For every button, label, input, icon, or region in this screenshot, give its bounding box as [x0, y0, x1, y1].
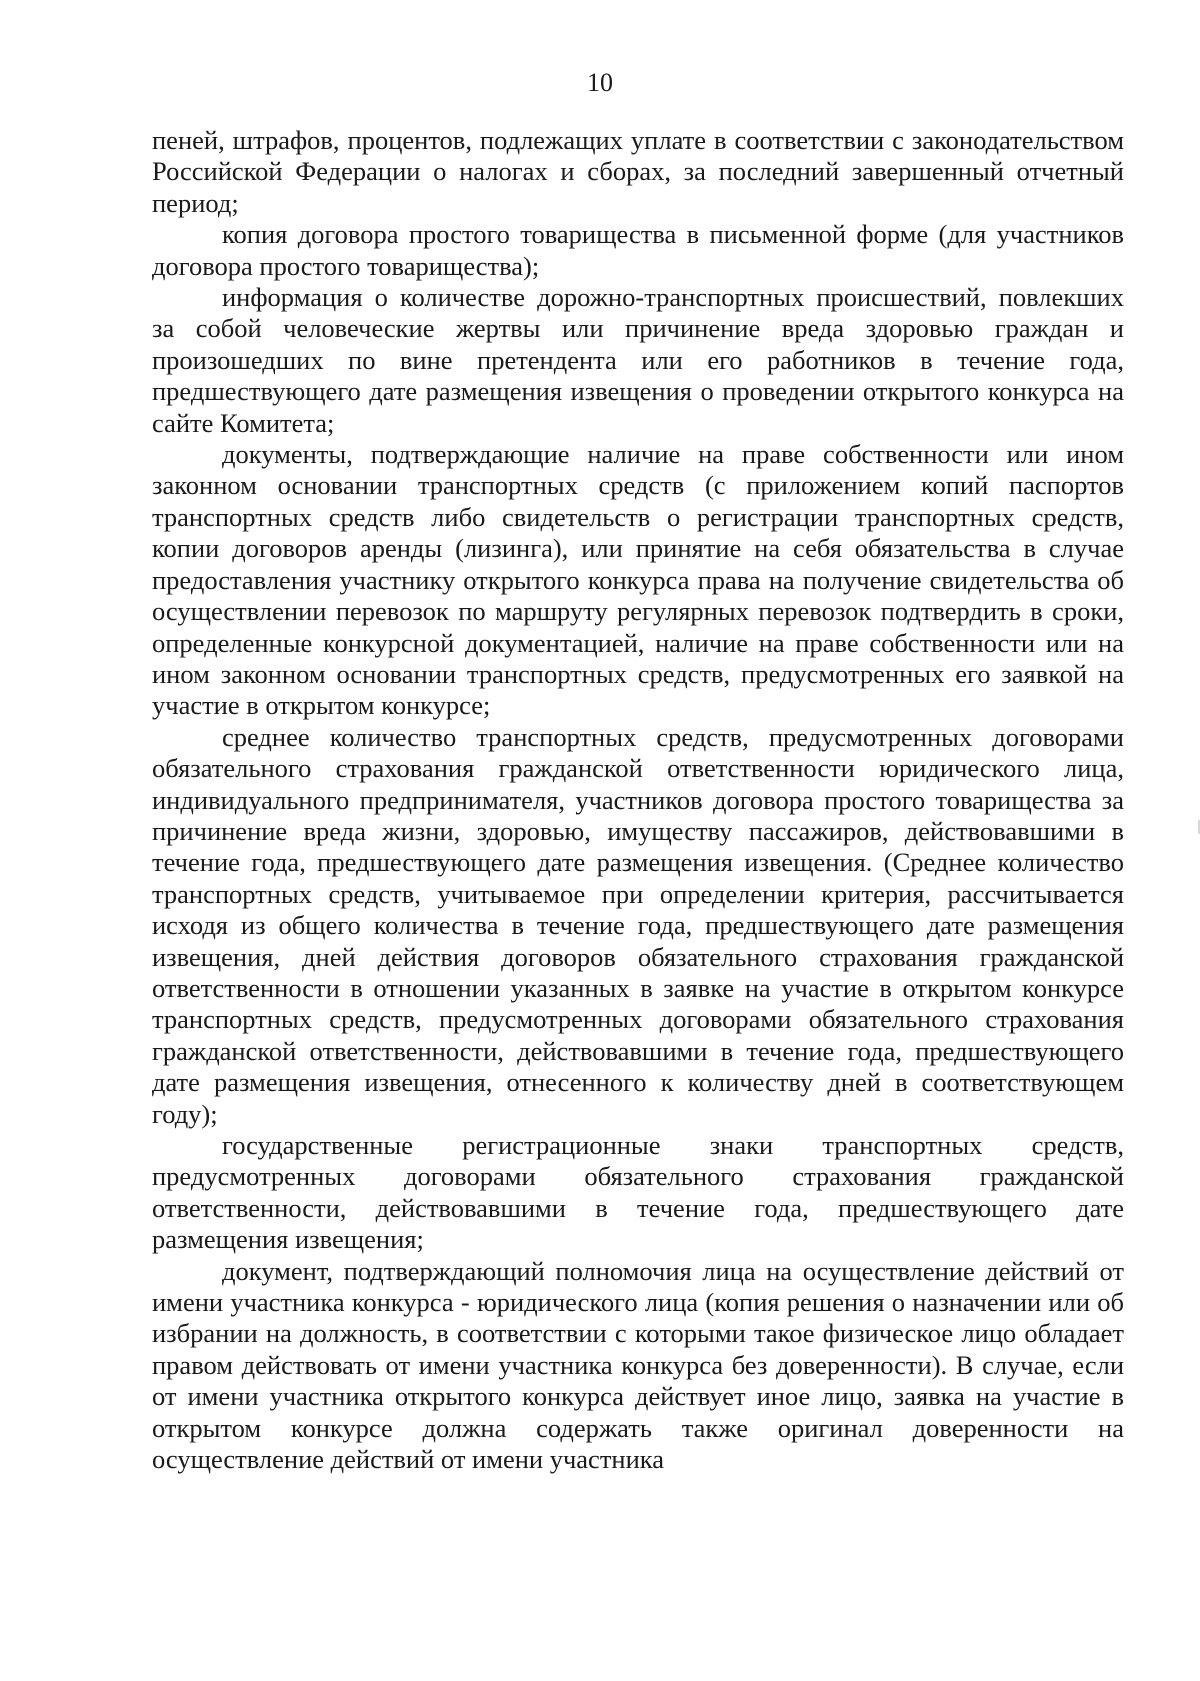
paragraph-accident-info: информация о количестве дорожно-транспортных происшествий, повлекших за собой человеческие жертвы или причинение вреда здоровью граждан и произошедших по вине претендента или его работников в течение года, предшествующего дате размещения извещения о проведении открытого конкурса на сайте Комитета;	[152, 282, 1124, 438]
paragraph-fines-taxes: пеней, штрафов, процентов, подлежащих уплате в соответствии с законодательством Российской Федерации о налогах и сборах, за последний завершенный отчетный период;	[152, 125, 1124, 218]
document-body	[152, 125, 1124, 1475]
paragraph-average-vehicle-count: среднее количество транспортных средств, предусмотренных договорами обязательного страхования гражданской ответственности юридического лица, индивидуального предпринимателя, участников договора простого товарищества за причинение вреда жизни, здоровью, имуществу пассажиров, действовавшими в течение года, предшествующего дате размещения извещения. (Среднее количество транспортных средств, учитываемое при определении критерия, рассчитывается исходя из общего количества в течение года, предшествующего дате размещения извещения, дней действия договоров обязательного страхования гражданской ответственности в отношении указанных в заявке на участие в открытом конкурсе транспортных средств, предусмотренных договорами обязательного страхования гражданской ответственности, действовавшими в течение года, предшествующего дате размещения извещения, отнесенного к количеству дней в соответствующем году);	[152, 721, 1124, 1129]
paragraph-partnership-contract: копия договора простого товарищества в письменной форме (для участников договора простого товарищества);	[152, 219, 1124, 281]
paragraph-authority-document: документ, подтверждающий полномочия лица на осуществление действий от имени участника конкурса - юридического лица (копия решения о назначении или об избрании на должность, в соответствии с которыми такое физическое лицо обладает правом действовать от имени участника конкурса без доверенности). В случае, если от имени участника открытого конкурса действует иное лицо, заявка на участие в открытом конкурсе должна содержать также оригинал доверенности на осуществление действий от имени участника	[152, 1255, 1124, 1475]
paragraph-vehicle-ownership-docs: документы, подтверждающие наличие на праве собственности или ином законном основании транспортных средств (с приложением копий паспортов транспортных средств либо свидетельств о регистрации транспортных средств, копии договоров аренды (лизинга), или принятие на себя обязательства в случае предоставления участнику открытого конкурса права на получение свидетельства об осуществлении перевозок по маршруту регулярных перевозок подтвердить в сроки, определенные конкурсной документацией, наличие на праве собственности или на ином законном основании транспортных средств, предусмотренных его заявкой на участие в открытом конкурсе;	[152, 439, 1124, 721]
page-number: 10	[587, 68, 613, 97]
paragraph-registration-plates: государственные регистрационные знаки транспортных средств, предусмотренных договорами обязательного страхования гражданской ответственности, действовавшими в течение года, предшествующего дате размещения извещения;	[152, 1130, 1124, 1255]
